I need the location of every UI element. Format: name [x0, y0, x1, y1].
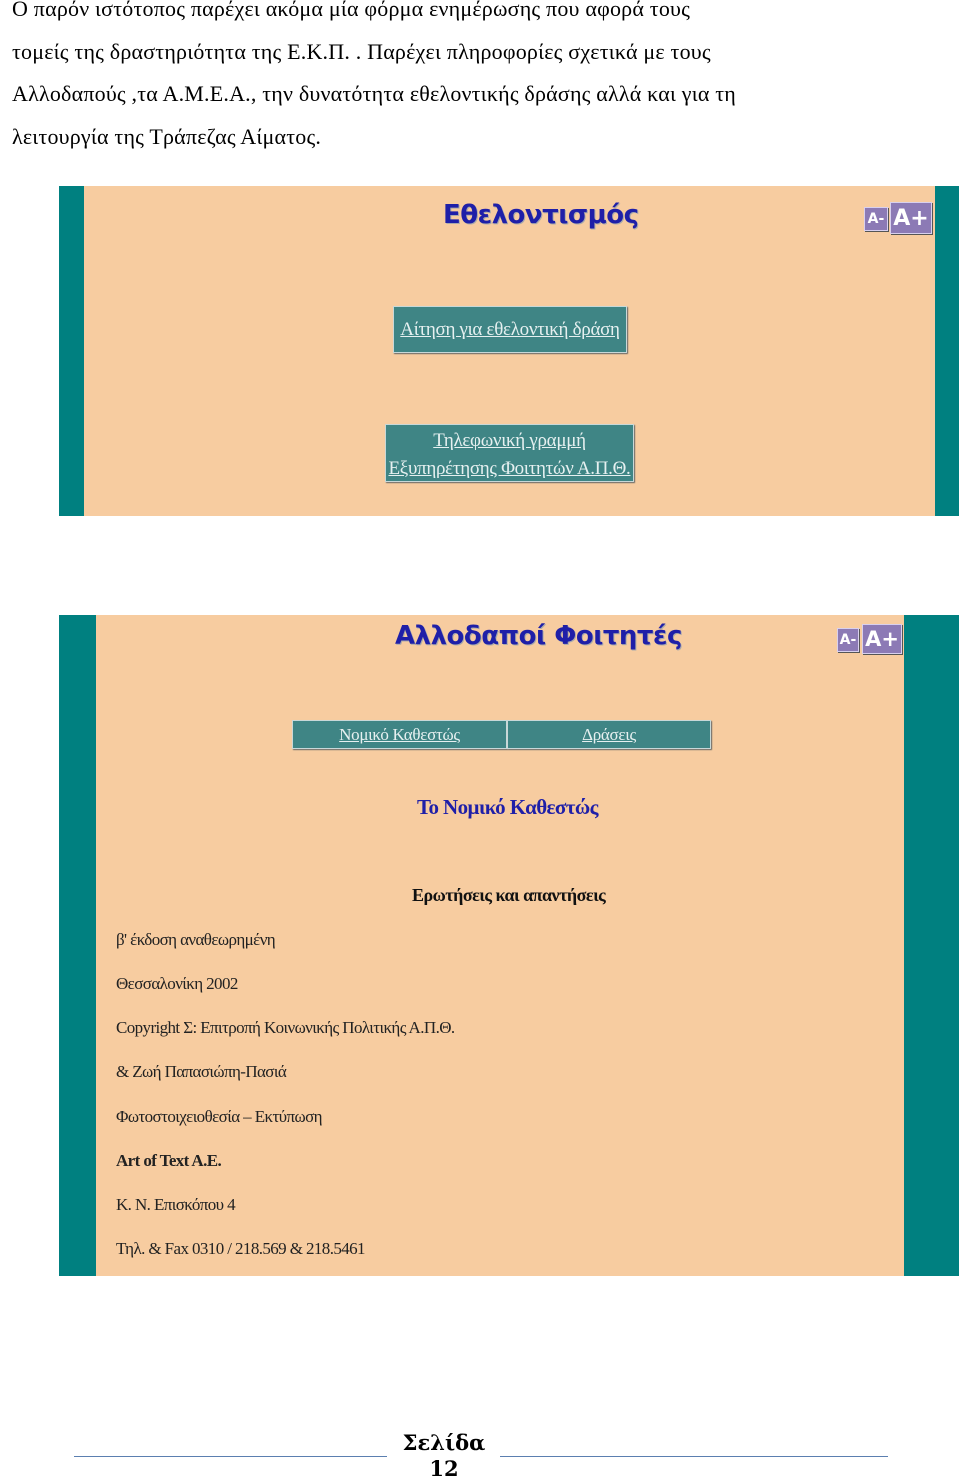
left-teal-bar — [59, 615, 96, 1276]
page-title: Εθελοντισμός — [443, 200, 639, 230]
link-label: Τηλεφωνική γραμμή — [433, 430, 586, 451]
tab-label: Δράσεις — [582, 725, 636, 744]
student-helpline-link[interactable] — [385, 424, 634, 482]
page-number-value: 12 — [429, 1456, 459, 1481]
left-teal-bar — [59, 186, 84, 516]
typesetting-line: Φωτοστοιχειοθεσία – Εκτύπωση — [116, 1107, 322, 1126]
intro-line: Αλλοδαπούς ,τα Α.Μ.Ε.Α., την δυνατότητα εθελοντικής δράσης αλλά και για τη — [12, 81, 737, 106]
page-number — [392, 1430, 496, 1482]
phone-fax-line: Τηλ. & Fax 0310 / 218.569 & 218.5461 — [116, 1239, 365, 1258]
intro-paragraph — [12, 0, 876, 158]
faq-heading: Ερωτήσεις και απαντήσεις — [412, 885, 606, 905]
author-line: & Ζωή Παπασιώπη-Πασιά — [116, 1062, 287, 1081]
place-year-line: Θεσσαλονίκη 2002 — [116, 974, 238, 993]
intro-line: λειτουργία της Τράπεζας Αίματος. — [12, 123, 322, 149]
link-label: Αίτηση για εθελοντική δράση — [400, 319, 620, 340]
intro-line: τομείς της δραστηριότητα της Ε.Κ.Π. . Παρέχει πληροφορίες σχετικά με τους — [12, 38, 711, 64]
section-heading: Το Νομικό Καθεστώς — [417, 795, 598, 819]
font-increase-button[interactable]: A+ — [862, 624, 902, 654]
page-word: Σελίδα — [402, 1430, 486, 1455]
volunteer-application-link[interactable] — [393, 306, 627, 353]
footer-rule-left — [74, 1456, 387, 1457]
font-decrease-button[interactable]: A- — [837, 628, 859, 652]
right-teal-bar — [935, 186, 959, 516]
font-decrease-button[interactable]: A- — [864, 207, 888, 231]
printer-line: Art of Text A.E. — [116, 1151, 222, 1170]
tab-label: Νομικό Καθεστώς — [339, 725, 460, 744]
copyright-line: Copyright Σ: Επιτροπή Κοινωνικής Πολιτικής Α.Π.Θ. — [116, 1018, 455, 1037]
tab-legal-status[interactable] — [292, 720, 507, 749]
link-label: Εξυπηρέτησης Φοιτητών Α.Π.Θ. — [388, 458, 631, 479]
right-teal-bar — [904, 615, 959, 1276]
footer-rule-right — [500, 1456, 888, 1457]
tab-actions[interactable] — [507, 720, 711, 749]
address-line: Κ. Ν. Επισκόπου 4 — [116, 1195, 236, 1214]
edition-line: β' έκδοση αναθεωρημένη — [116, 930, 276, 949]
page-title: Αλλοδαποί Φοιτητές — [395, 621, 682, 651]
font-increase-button[interactable]: A+ — [890, 202, 932, 234]
volunteering-screenshot — [59, 186, 959, 516]
intro-line: Ο παρόν ιστότοπος παρέχει ακόμα μία φόρμα ενημέρωσης που αφορά τους — [12, 0, 691, 21]
foreign-students-screenshot — [59, 615, 959, 1276]
